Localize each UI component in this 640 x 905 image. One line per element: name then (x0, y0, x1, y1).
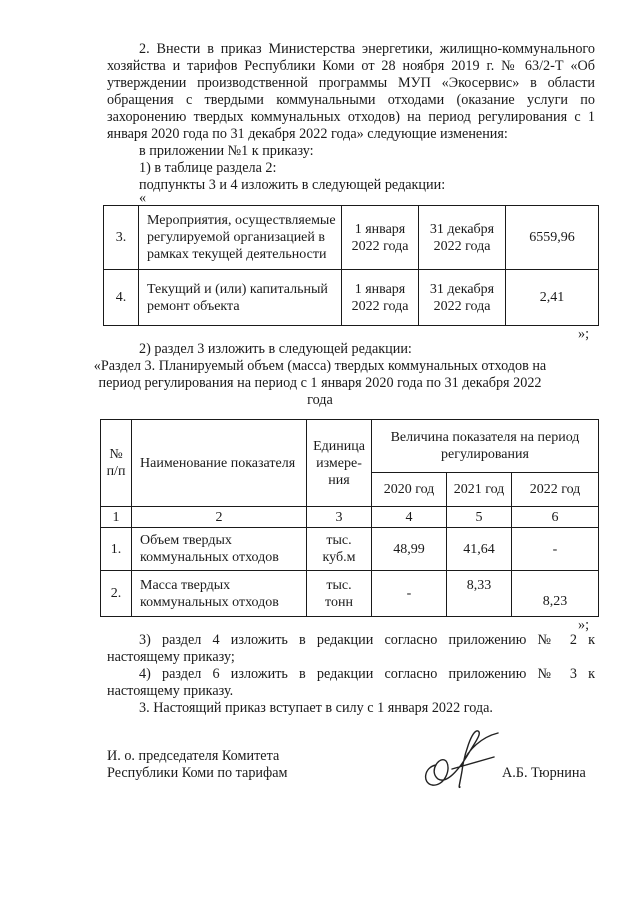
item-4-line-2: настоящему приказу. (107, 683, 234, 699)
measure-value: 2,41 (506, 270, 599, 326)
value-2020: 48,99 (372, 528, 447, 571)
item-4-line-1: 4) раздел 6 изложить в редакции согласно приложению № 3 к (139, 666, 595, 682)
table-row (101, 571, 599, 617)
handwritten-signature (418, 725, 508, 795)
index-cell: 6 (512, 507, 599, 528)
index-cell: 5 (447, 507, 512, 528)
section3-title-line-2: период регулирования на период с 1 января 2020 года по 31 декабря 2022 (98, 375, 542, 391)
period-end: 31 декабря 2022 года (419, 206, 506, 270)
value-2021: 8,33 (447, 571, 512, 617)
index-cell: 3 (307, 507, 372, 528)
header-value-group: Величина показателя на период регулирования (372, 420, 599, 473)
signatory-name: А.Б. Тюрнина (502, 765, 586, 781)
item-3-line-1: 3) раздел 4 изложить в редакции согласно приложению № 2 к (139, 632, 595, 648)
value-2022: 8,23 (512, 571, 599, 617)
period-start: 1 января 2022 года (342, 270, 419, 326)
open-quote: « (139, 190, 147, 206)
measure-value: 6559,96 (506, 206, 599, 270)
header-year-2020: 2020 год (372, 473, 447, 507)
para2-line-3: утверждении производственной программы МУП «Экосервис» в области (107, 75, 595, 91)
para2-line-5: захоронению твердых коммунальных отходов) на период регулирования с 1 (107, 109, 595, 125)
item-2: 2) раздел 3 изложить в следующей редакции: (139, 341, 412, 357)
header-unit: Единица измере-ния (307, 420, 372, 507)
close-quote-1: »; (578, 326, 590, 342)
appendix-line: в приложении №1 к приказу: (139, 143, 314, 159)
index-cell: 1 (101, 507, 132, 528)
row-number: 1. (101, 528, 132, 571)
table-row (104, 270, 599, 326)
item-1: 1) в таблице раздела 2: (139, 160, 277, 176)
measure-name: Мероприятия, осуществляемые регулируемой организацией в рамках текущей деятельности (139, 206, 342, 270)
table-row (101, 528, 599, 571)
para-3: 3. Настоящий приказ вступает в силу с 1 января 2022 года. (139, 700, 493, 716)
para2-line-1: 2. Внести в приказ Министерства энергетики, жилищно-коммунального (139, 41, 595, 57)
row-number: 3. (104, 206, 139, 270)
row-number: 4. (104, 270, 139, 326)
index-cell: 2 (132, 507, 307, 528)
header-year-2021: 2021 год (447, 473, 512, 507)
header-num: № п/п (101, 420, 132, 507)
value-2021: 41,64 (447, 528, 512, 571)
value-2022: - (512, 528, 599, 571)
table-index-row (101, 507, 599, 528)
table-measures (103, 205, 599, 326)
para2-line-6: января 2020 года по 31 декабря 2022 года» следующие изменения: (107, 126, 508, 142)
signatory-title-line-2: Республики Коми по тарифам (107, 765, 288, 781)
table-header-row (101, 420, 599, 473)
indicator-name: Масса твердых коммунальных отходов (132, 571, 307, 617)
section3-title-line-3: года (307, 392, 333, 408)
close-quote-2: »; (578, 617, 590, 633)
value-2020: - (372, 571, 447, 617)
indicator-unit: тыс. куб.м (307, 528, 372, 571)
section3-title-line-1: «Раздел 3. Планируемый объем (масса) твердых коммунальных отходов на (93, 358, 547, 374)
row-number: 2. (101, 571, 132, 617)
indicator-unit: тыс. тонн (307, 571, 372, 617)
indicator-name: Объем твердых коммунальных отходов (132, 528, 307, 571)
period-start: 1 января 2022 года (342, 206, 419, 270)
measure-name: Текущий и (или) капитальный ремонт объекта (139, 270, 342, 326)
item-3-line-2: настоящему приказу; (107, 649, 235, 665)
header-name: Наименование показателя (132, 420, 307, 507)
header-year-2022: 2022 год (512, 473, 599, 507)
table-waste-volume (100, 419, 599, 617)
para2-line-4: обращения с твердыми коммунальными отходами (оказание услуги по (107, 92, 595, 108)
table-row (104, 206, 599, 270)
subitems-line: подпункты 3 и 4 изложить в следующей редакции: (139, 177, 446, 193)
period-end: 31 декабря 2022 года (419, 270, 506, 326)
signatory-title-line-1: И. о. председателя Комитета (107, 748, 280, 764)
index-cell: 4 (372, 507, 447, 528)
para2-line-2: хозяйства и тарифов Республики Коми от 28 ноября 2019 г. № 63/2-Т «Об (107, 58, 595, 74)
